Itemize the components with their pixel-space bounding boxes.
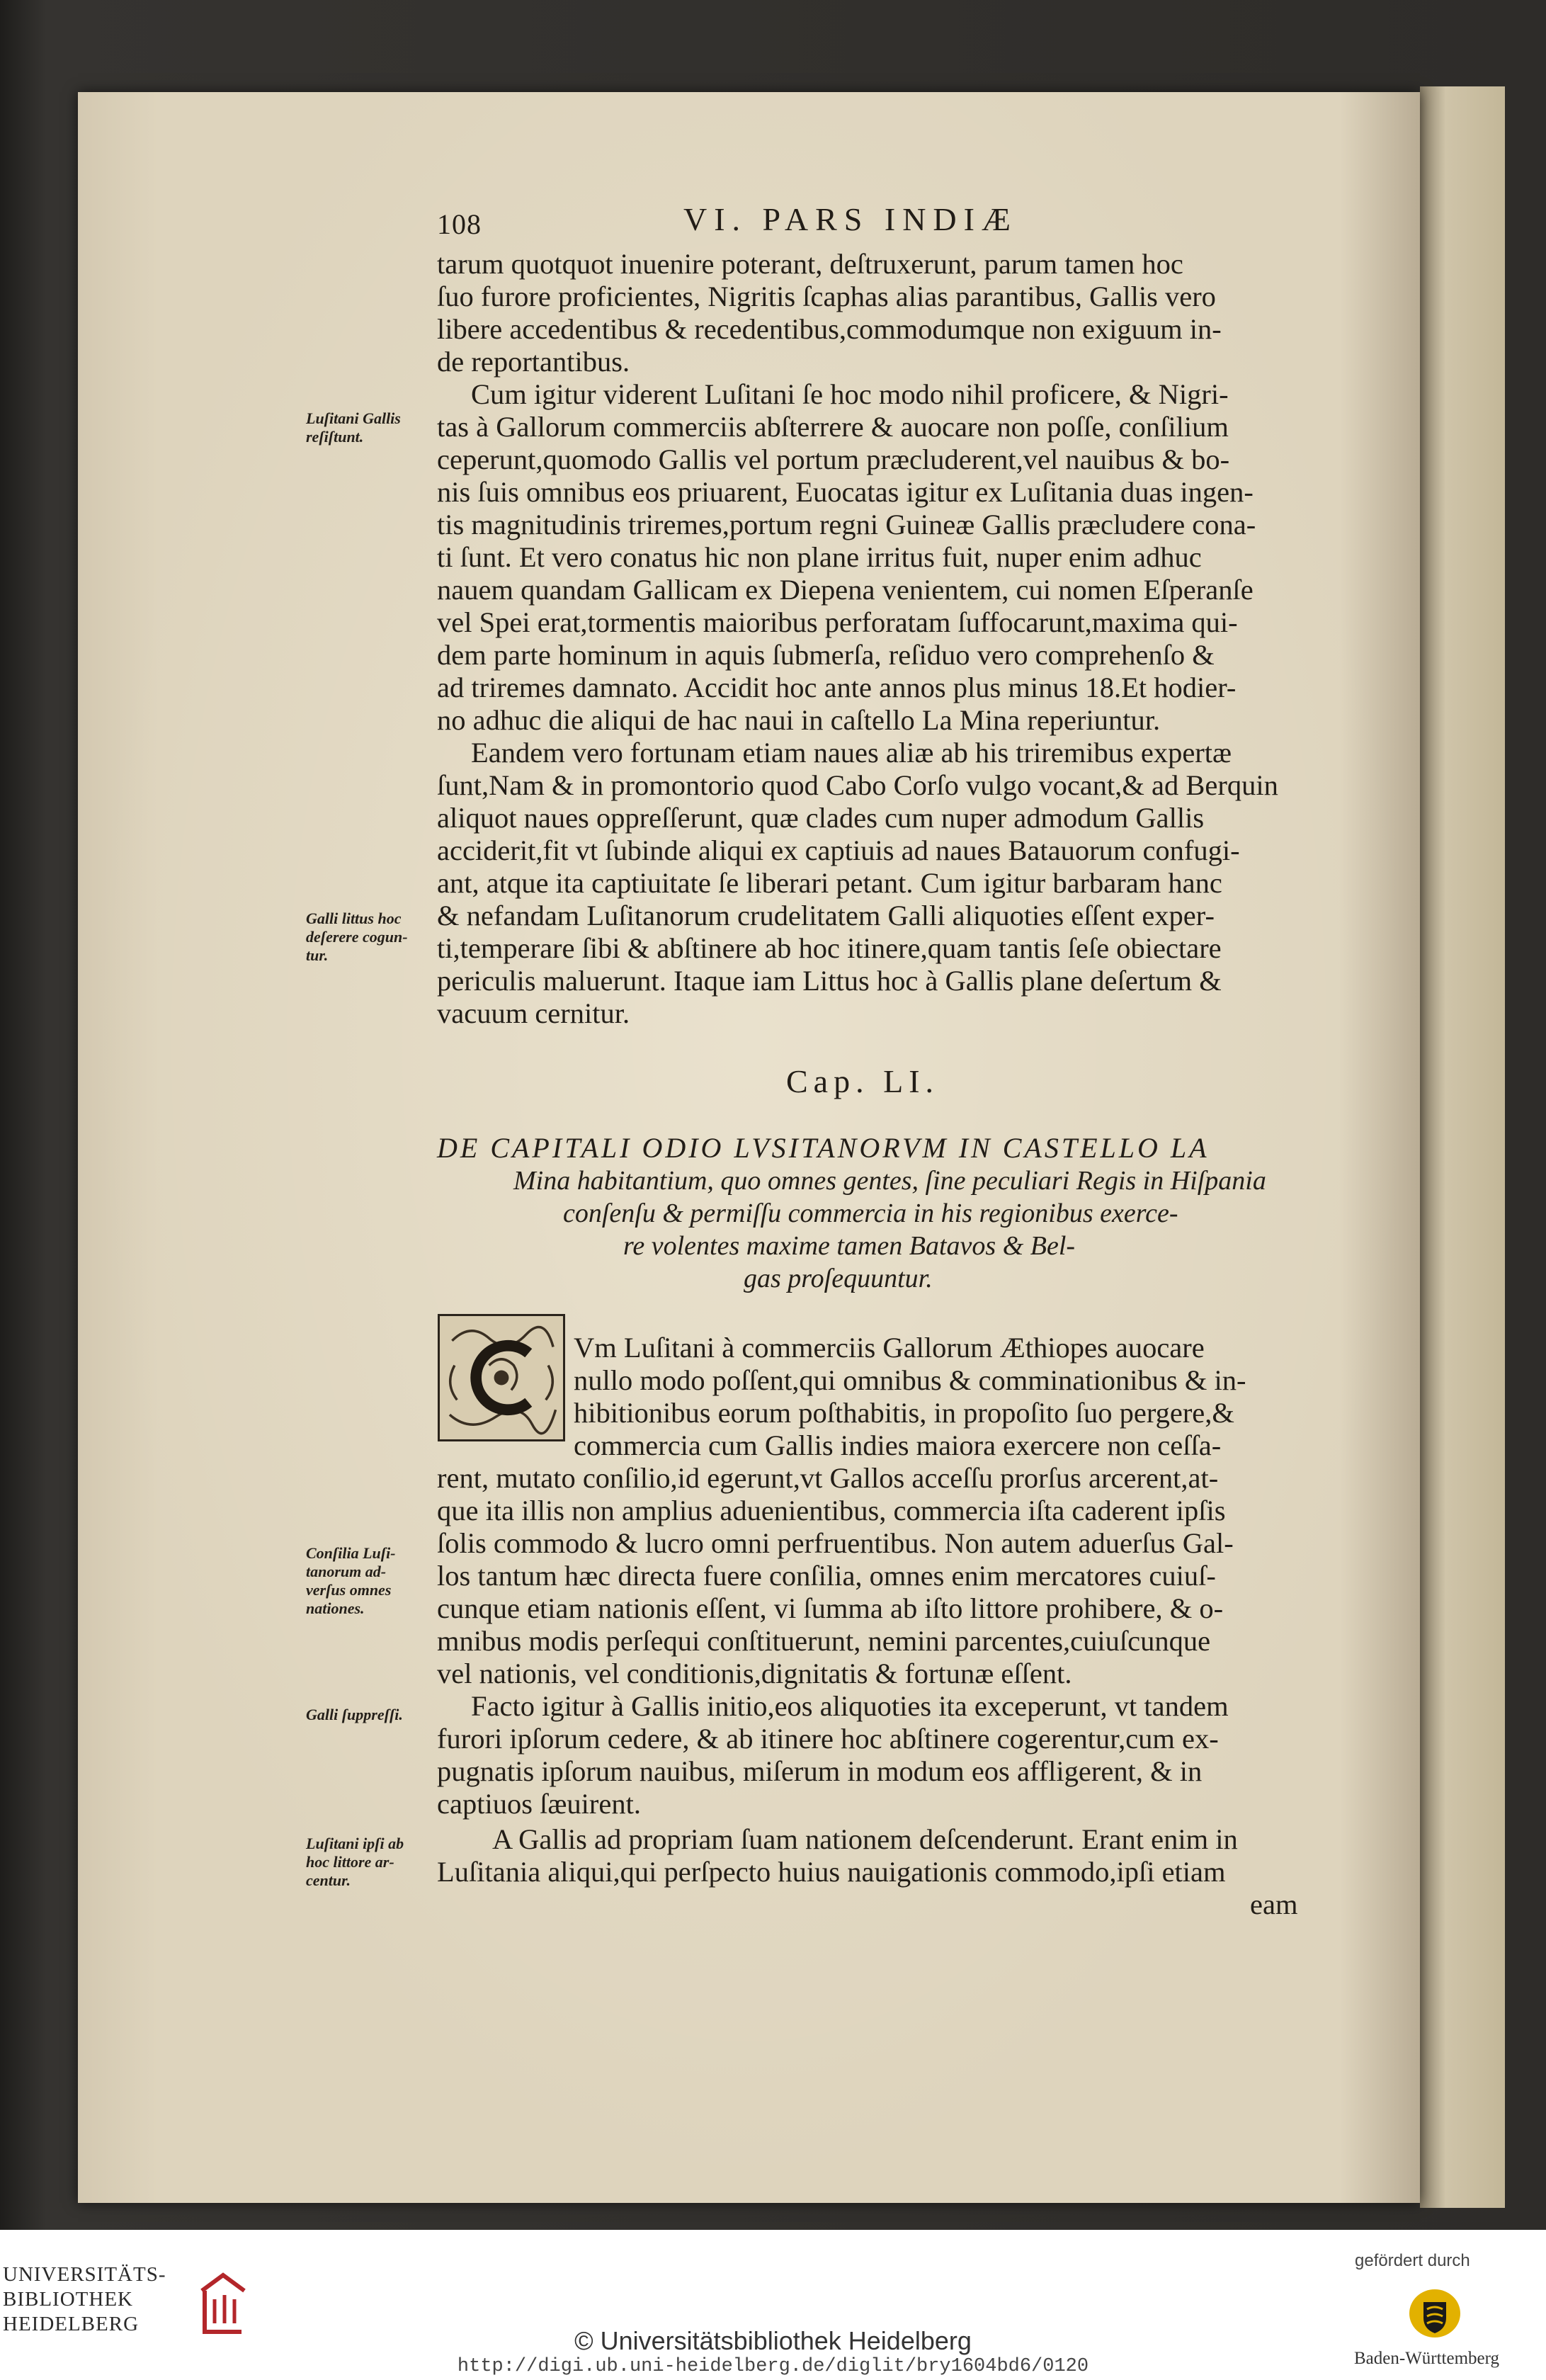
- funder-name: Baden-Württemberg: [1354, 2349, 1500, 2368]
- marginal-note-line: Galli littus hoc: [306, 910, 402, 927]
- adjacent-page-edge: [1420, 86, 1505, 2208]
- text-line: nis ſuis omnibus eos priuarent, Euocatas igitur ex Luſitania duas ingen-: [437, 476, 1254, 508]
- text-line: libere accedentibus & recedentibus,commodumque non exiguum in-: [437, 313, 1222, 345]
- text-line: tis magnitudinis triremes,portum regni Guineæ Gallis præcludere cona-: [437, 509, 1256, 540]
- text-line: ant, atque ita captiuitate ſe liberari petant. Cum igitur barbaram hanc: [437, 867, 1222, 899]
- chapter-title-line: DE CAPITALI ODIO LVSITANORVM IN CASTELLO LA: [437, 1132, 1210, 1164]
- text-line: Cum igitur viderent Luſitani ſe hoc modo nihil proficere, & Nigri-: [471, 378, 1229, 410]
- text-line: ſolis commodo & lucro omni perfruentibus. Non autem aduerſus Gal-: [437, 1527, 1234, 1559]
- marginal-note-line: Conſilia Luſi-: [306, 1544, 396, 1562]
- marginal-note-line: centur.: [306, 1871, 351, 1889]
- text-line: aliquot naues oppreſſerunt, quæ clades cum nuper admodum Gallis: [437, 802, 1205, 834]
- text-line: los tantum hæc directa fuere conſilia, omnes enim mercatores cuiuſ-: [437, 1560, 1216, 1592]
- text-line: tas à Gallorum commerciis abſterrere & auocare non poſſe, conſilium: [437, 411, 1229, 443]
- text-line: que ita illis non amplius aduenientibus, commercia iſta caderent ipſis: [437, 1495, 1226, 1526]
- text-line: ti,temperare ſibi & abſtinere ab hoc itinere,quam tantis ſeſe obiectare: [437, 932, 1222, 964]
- text-line: Eandem vero fortunam etiam naues aliæ ab his triremibus expertæ: [471, 737, 1232, 769]
- chapter-title-line: conſenſu & permiſſu commercia in his regionibus exerce-: [563, 1198, 1178, 1228]
- marginal-note-line: nationes.: [306, 1599, 365, 1617]
- text-line: Vm Luſitani à commerciis Gallorum Æthiopes auocare: [574, 1332, 1205, 1364]
- text-line: ſunt,Nam & in promontorio quod Cabo Corſo vulgo vocant,& ad Berquin: [437, 769, 1278, 801]
- marginal-note-line: Luſitani Gallis: [306, 409, 401, 427]
- text-line: mnibus modis perſequi conſtituerunt, nemini parcentes,cuiuſcunque: [437, 1625, 1211, 1657]
- chapter-title-line: re volentes maxime tamen Batavos & Bel-: [623, 1231, 1076, 1261]
- text-line: nauem quandam Gallicam ex Diepena venientem, cui nomen Eſperanſe: [437, 574, 1254, 606]
- text-line: hibitionibus eorum poſthabitis, in propoſito ſuo pergere,&: [574, 1397, 1234, 1429]
- chapter-title-line: gas proſequuntur.: [744, 1264, 933, 1293]
- text-line: vel nationis, vel conditionis,dignitatis & fortunæ eſſent.: [437, 1658, 1072, 1689]
- text-line: furori ipſorum cedere, & ab itinere hoc abſtinere cogerentur,cum ex-: [437, 1723, 1219, 1755]
- text-line: cunque etiam nationis eſſent, vi ſumma ab iſto littore prohibere, & o-: [437, 1592, 1224, 1624]
- text-line: nullo modo poſſent,qui omnibus & comminationibus & in-: [574, 1364, 1246, 1396]
- marginal-note-line: Galli ſuppreſſi.: [306, 1706, 403, 1723]
- marginal-note-line: reſiſtunt.: [306, 428, 364, 446]
- institution-name-line: BIBLIOTHEK: [3, 2288, 133, 2311]
- institution-name-line: HEIDELBERG: [3, 2313, 140, 2335]
- baden-wuerttemberg-crest-icon: [1408, 2286, 1462, 2340]
- text-line: no adhuc die aliqui de hac naui in caſtello La Mina reperiuntur.: [437, 704, 1161, 736]
- text-line: ad triremes damnato. Accidit hoc ante annos plus minus 18.Et hodier-: [437, 672, 1237, 703]
- text-line: & nefandam Luſitanorum crudelitatem Galli aliquoties eſſent exper-: [437, 900, 1215, 931]
- text-line: tarum quotquot inuenire poterant, deſtruxerunt, parum tamen hoc: [437, 248, 1183, 280]
- text-line: ſuo furore proficientes, Nigritis ſcaphas alias parantibus, Gallis vero: [437, 280, 1216, 312]
- text-line: de reportantibus.: [437, 346, 630, 378]
- text-line: A Gallis ad propriam ſuam nationem deſcenderunt. Erant enim in: [492, 1823, 1238, 1855]
- chapter-number: Cap. LI.: [786, 1063, 940, 1099]
- page-number: 108: [437, 208, 482, 240]
- text-line: ceperunt,quomodo Gallis vel portum præcluderent,vel nauibus & bo-: [437, 443, 1230, 475]
- copyright-notice: © Universitätsbibliothek Heidelberg: [574, 2326, 972, 2355]
- institution-name-line: UNIVERSITÄTS-: [3, 2263, 166, 2286]
- text-line: captiuos ſæuirent.: [437, 1788, 641, 1820]
- text-line: commercia cum Gallis indies maiora exercere non ceſſa-: [574, 1429, 1222, 1461]
- text-line: dem parte hominum in aquis ſubmerſa, reſiduo vero comprehenſo &: [437, 639, 1215, 671]
- text-line: periculis maluerunt. Itaque iam Littus hoc à Gallis plane deſertum &: [437, 965, 1222, 997]
- text-line: ti ſunt. Et vero conatus hic non plane irritus fuit, nuper enim adhuc: [437, 541, 1202, 573]
- marginal-note-line: deſerere cogun-: [306, 928, 408, 946]
- marginal-note-line: verſus omnes: [306, 1581, 392, 1599]
- footer-bar: [0, 2230, 1546, 2380]
- text-line: Luſitania aliqui,qui perſpecto huius nauigationis commodo,ipſi etiam: [437, 1856, 1226, 1888]
- text-line: vel Spei erat,tormentis maioribus perforatam ſuffocarunt,maxima qui-: [437, 606, 1238, 638]
- running-head: VI. PARS INDIÆ: [683, 201, 1018, 237]
- permalink[interactable]: http://digi.ub.uni-heidelberg.de/diglit/bry1604bd6/0120: [457, 2356, 1089, 2377]
- text-line: vacuum cernitur.: [437, 997, 630, 1029]
- decorated-initial-c-icon: [438, 1314, 565, 1441]
- text-line: rent, mutato conſilio,id egerunt,vt Gallos acceſſu prorſus arcerent,at-: [437, 1462, 1219, 1494]
- catchword: eam: [1250, 1888, 1298, 1920]
- chapter-title-line: Mina habitantium, quo omnes gentes, ſine peculiari Regis in Hiſpania: [513, 1166, 1266, 1196]
- marginal-note-line: tanorum ad-: [306, 1563, 387, 1580]
- marginal-note-line: tur.: [306, 946, 329, 964]
- text-line: acciderit,fit vt ſubinde aliqui ex captiuis ad naues Batauorum confugi-: [437, 834, 1240, 866]
- marginal-note-line: hoc littore ar-: [306, 1853, 394, 1871]
- marginal-note-line: Luſitani ipſi ab: [306, 1835, 404, 1852]
- text-line: Facto igitur à Gallis initio,eos aliquoties ita exceperunt, vt tandem: [471, 1690, 1229, 1722]
- funded-by-label: gefördert durch: [1355, 2251, 1470, 2270]
- text-line: pugnatis ipſorum nauibus, miſerum in modum eos affligerent, & in: [437, 1755, 1203, 1787]
